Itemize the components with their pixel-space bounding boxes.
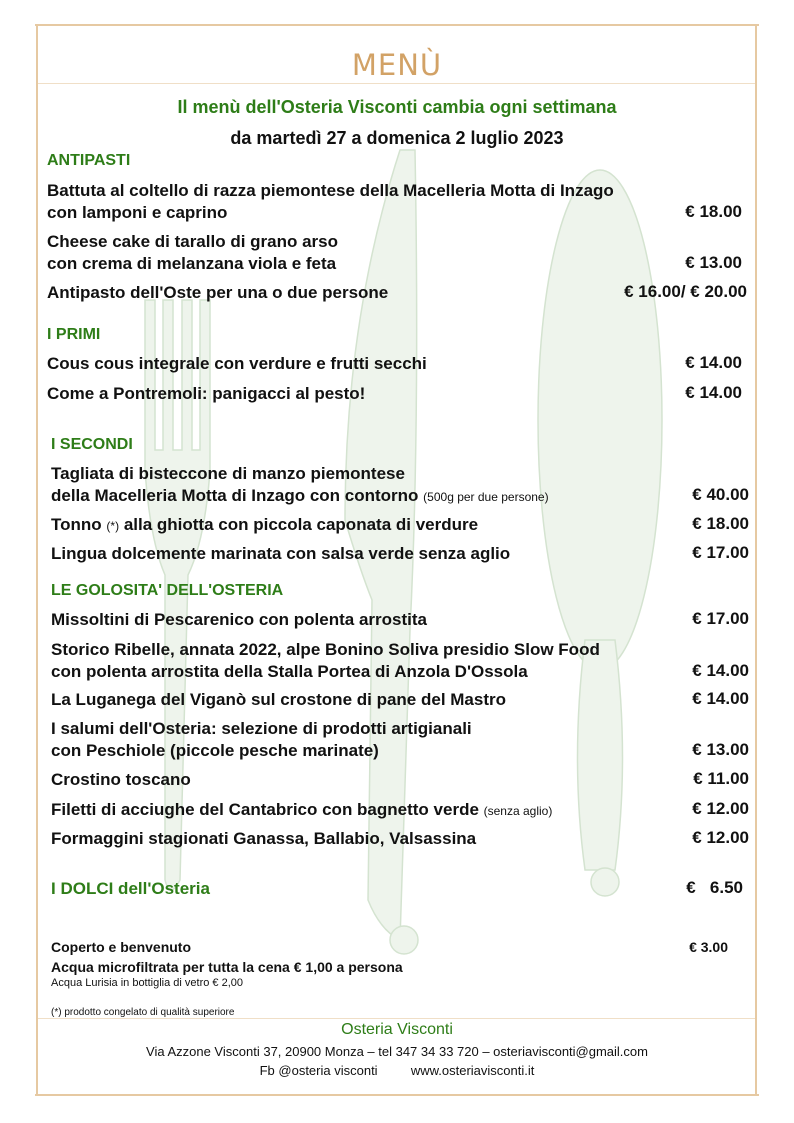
spoon-icon (538, 170, 662, 896)
footer-fb[interactable]: Fb @osteria visconti (259, 1063, 378, 1078)
section-antipasti: ANTIPASTI (47, 152, 131, 169)
menu-item: Antipasto dell'Oste per una o due persone (47, 283, 389, 302)
menu-price: € 40.00 (692, 485, 749, 504)
coperto-price: € 3.00 (689, 939, 728, 955)
date-range: da martedì 27 a domenica 2 luglio 2023 (230, 128, 564, 148)
menu-price: € 18.00 (685, 202, 742, 221)
menu-price: € 17.00 (692, 543, 749, 562)
menu-price: € 14.00 (685, 353, 742, 372)
menu-price: € 16.00/ € 20.00 (624, 282, 747, 301)
acqua: Acqua microfiltrata per tutta la cena € 1,00 a persona (51, 959, 403, 975)
menu-item: Storico Ribelle, annata 2022, alpe Bonino Soliva presidio Slow Food con polenta arrostita della Stalla Portea di Anzola D'Ossola (51, 640, 600, 681)
footer-website[interactable]: www.osteriavisconti.it (410, 1063, 535, 1078)
menu-item: Tonno (*) alla ghiotta con piccola caponata di verdure (51, 515, 479, 534)
section-secondi: I SECONDI (51, 436, 133, 453)
section-dolci: I DOLCI dell'Osteria (51, 879, 210, 898)
lurisia: Acqua Lurisia in bottiglia di vetro € 2,00 (51, 977, 244, 989)
page-title: MENÙ (351, 48, 443, 82)
footnote: (*) prodotto congelato di qualità superiore (51, 1007, 235, 1018)
menu-item: Cous cous integrale con verdure e frutti secchi (47, 354, 427, 373)
subtitle: Il menù dell'Osteria Visconti cambia ogni settimana (177, 97, 617, 117)
menu-price: € 17.00 (692, 609, 749, 628)
menu-item: Tagliata di bisteccone di manzo piemontese della Macelleria Motta di Inzago con contorno (500g per due persone) (51, 464, 549, 505)
footer-contacts (0, 1063, 794, 1078)
menu-item: I salumi dell'Osteria: selezione di prodotti artigianali con Peschiole (piccole pesche marinate) (51, 719, 472, 760)
footer-name: Osteria Visconti (341, 1021, 453, 1038)
section-golosita: LE GOLOSITA' DELL'OSTERIA (51, 582, 284, 599)
menu-price: € 13.00 (692, 740, 749, 759)
section-primi: I PRIMI (47, 326, 101, 343)
menu-price: € 14.00 (692, 661, 749, 680)
menu-price: € 6.50 (686, 878, 743, 897)
menu-price: € 11.00 (693, 769, 749, 788)
menu-item: Crostino toscano (51, 770, 191, 789)
menu-price: € 12.00 (692, 799, 749, 818)
menu-price: € 18.00 (692, 514, 749, 533)
menu-price: € 14.00 (685, 383, 742, 402)
menu-item: Cheese cake di tarallo di grano arso con crema di melanzana viola e feta (47, 232, 339, 273)
footer-address: Via Azzone Visconti 37, 20900 Monza – tel 347 34 33 720 – osteriavisconti@gmail.com (146, 1044, 648, 1059)
menu-item: La Luganega del Viganò sul crostone di pane del Mastro (51, 690, 506, 709)
menu-price: € 14.00 (692, 689, 749, 708)
menu-item: Filetti di acciughe del Cantabrico con bagnetto verde (senza aglio) (51, 800, 553, 819)
menu-item: Come a Pontremoli: panigacci al pesto! (47, 384, 366, 403)
menu-price: € 13.00 (685, 253, 742, 272)
menu-item: Missoltini di Pescarenico con polenta arrostita (51, 610, 427, 629)
menu-item: Formaggini stagionati Ganassa, Ballabio, Valsassina (51, 829, 477, 848)
menu-item: Lingua dolcemente marinata con salsa verde senza aglio (51, 544, 511, 563)
menu-price: € 12.00 (692, 828, 749, 847)
coperto: Coperto e benvenuto (51, 939, 192, 955)
menu-item: Battuta al coltello di razza piemontese della Macelleria Motta di Inzago con lamponi e caprino (47, 181, 614, 222)
